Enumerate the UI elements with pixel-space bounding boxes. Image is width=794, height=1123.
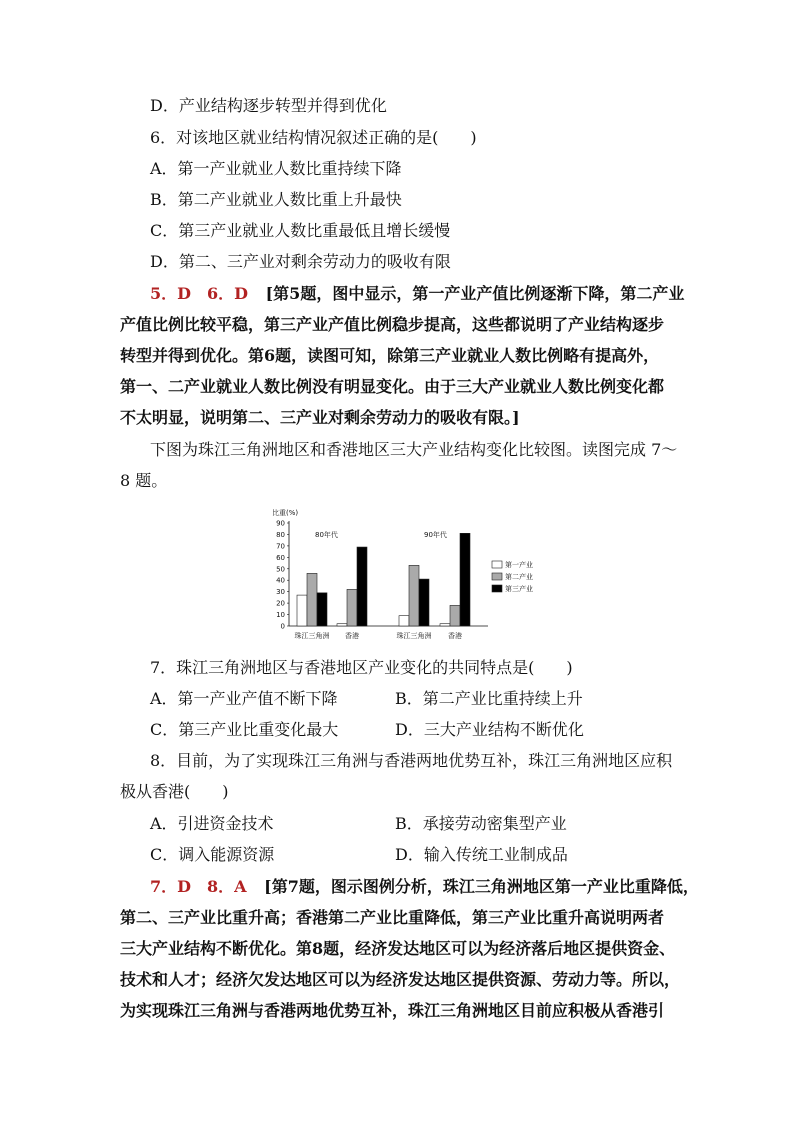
period-label: 90年代 bbox=[424, 531, 447, 539]
bar-2-3 bbox=[460, 533, 470, 626]
q7-option-b: B．第二产业比重持续上升 bbox=[395, 689, 583, 708]
legend-label: 第三产业 bbox=[505, 585, 533, 593]
answer-7-8-line-5: 为实现珠江三角洲与香港两地优势互补，珠江三角洲地区目前应积极从香港引 bbox=[120, 1001, 665, 1020]
answer-7-8-label: 7．D 8．A bbox=[150, 877, 247, 896]
answer-5-6-label: 5．D 6．D bbox=[150, 284, 249, 303]
y-tick-label: 0 bbox=[280, 622, 285, 631]
legend-label: 第二产业 bbox=[505, 573, 533, 581]
y-tick-label: 20 bbox=[276, 599, 285, 608]
bar-1-3 bbox=[450, 605, 460, 626]
legend-swatch bbox=[492, 573, 502, 580]
answer-5-6-line-2: 产值比例比较平稳，第三产业产值比例稳步提高，这些都说明了产业结构逐步 bbox=[120, 315, 665, 334]
bar-0-1 bbox=[337, 624, 347, 626]
q7-stem: 7．珠江三角洲地区与香港地区产业变化的共同特点是( ) bbox=[150, 658, 573, 677]
q6-option-b: B．第二产业就业人数比重上升最快 bbox=[150, 190, 402, 209]
answer-5-6-line-1: [第5题，图中显示，第一产业产值比例逐渐下降，第二产业 bbox=[265, 284, 685, 303]
q8-option-b: B．承接劳动密集型产业 bbox=[395, 814, 567, 833]
q6-option-d: D．第二、三产业对剩余劳动力的吸收有限 bbox=[150, 252, 451, 271]
q7-option-d: D．三大产业结构不断优化 bbox=[395, 720, 584, 739]
answer-7-8-line-1: [第7题，图示图例分析，珠江三角洲地区第一产业比重降低， bbox=[264, 877, 699, 896]
y-tick-label: 50 bbox=[276, 565, 285, 574]
intro-line-2: 8 题。 bbox=[120, 471, 168, 490]
y-tick-label: 80 bbox=[276, 530, 285, 539]
bar-0-2 bbox=[399, 616, 409, 626]
q8-option-a: A．引进资金技术 bbox=[150, 814, 274, 833]
y-tick-label: 70 bbox=[276, 542, 285, 551]
bar-2-1 bbox=[357, 547, 367, 626]
q6-option-c: C．第三产业就业人数比重最低且增长缓慢 bbox=[150, 221, 451, 240]
answer-7-8-line-3: 三大产业结构不断优化。第8题，经济发达地区可以为经济落后地区提供资金、 bbox=[120, 939, 676, 958]
bar-1-1 bbox=[347, 589, 357, 626]
y-tick-label: 90 bbox=[276, 519, 285, 528]
q5-option-d: D．产业结构逐步转型并得到优化 bbox=[150, 96, 387, 115]
q8-stem-line-1: 8．目前，为了实现珠江三角洲与香港两地优势互补，珠江三角洲地区应积 bbox=[150, 751, 673, 770]
bar-2-2 bbox=[419, 579, 429, 626]
x-tick-label: 珠江三角洲 bbox=[294, 632, 330, 640]
q7-option-a: A．第一产业产值不断下降 bbox=[150, 689, 338, 708]
x-tick-label: 香港 bbox=[448, 632, 462, 640]
answer-7-8-line-4: 技术和人才；经济欠发达地区可以为经济发达地区提供资源、劳动力等。所以， bbox=[120, 970, 681, 989]
period-label: 80年代 bbox=[315, 531, 338, 539]
q6-stem: 6．对该地区就业结构情况叙述正确的是( ) bbox=[150, 128, 477, 147]
legend-swatch bbox=[492, 561, 502, 568]
industry-structure-chart bbox=[260, 505, 560, 645]
y-tick-label: 60 bbox=[276, 553, 285, 562]
bar-1-0 bbox=[307, 573, 317, 626]
answer-5-6-line-3: 转型并得到优化。第6题，读图可知，除第三产业就业人数比例略有提高外， bbox=[120, 346, 660, 365]
intro-line-1: 下图为珠江三角洲地区和香港地区三大产业结构变化比较图。读图完成 7～ bbox=[150, 440, 678, 459]
answer-5-6-line-4: 第一、二产业就业人数比例没有明显变化。由于三大产业就业人数比例变化都 bbox=[120, 377, 665, 396]
y-tick-label: 40 bbox=[276, 576, 285, 585]
q8-option-c: C．调入能源资源 bbox=[150, 845, 275, 864]
x-tick-label: 香港 bbox=[345, 632, 359, 640]
q8-option-d: D．输入传统工业制成品 bbox=[395, 845, 568, 864]
bar-0-3 bbox=[440, 624, 450, 626]
answer-5-6-first-line bbox=[150, 284, 684, 304]
answer-7-8-line-2: 第二、三产业比重升高；香港第二产业比重降低，第三产业比重升高说明两者 bbox=[120, 908, 665, 927]
answer-7-8-first-line bbox=[150, 877, 699, 897]
bar-0-0 bbox=[297, 595, 307, 626]
q7-option-c: C．第三产业比重变化最大 bbox=[150, 720, 339, 739]
q6-option-a: A．第一产业就业人数比重持续下降 bbox=[150, 159, 402, 178]
y-tick-label: 10 bbox=[276, 611, 285, 620]
y-axis-label: 比重(%) bbox=[272, 509, 299, 517]
bar-1-2 bbox=[409, 565, 419, 626]
legend-swatch bbox=[492, 585, 502, 592]
x-tick-label: 珠江三角洲 bbox=[396, 632, 432, 640]
q8-stem-line-2: 极从香港( ) bbox=[120, 782, 229, 801]
y-tick-label: 30 bbox=[276, 588, 285, 597]
bar-2-0 bbox=[317, 593, 327, 626]
answer-5-6-line-5: 不太明显，说明第二、三产业对剩余劳动力的吸收有限。] bbox=[120, 408, 520, 427]
legend-label: 第一产业 bbox=[505, 561, 533, 569]
